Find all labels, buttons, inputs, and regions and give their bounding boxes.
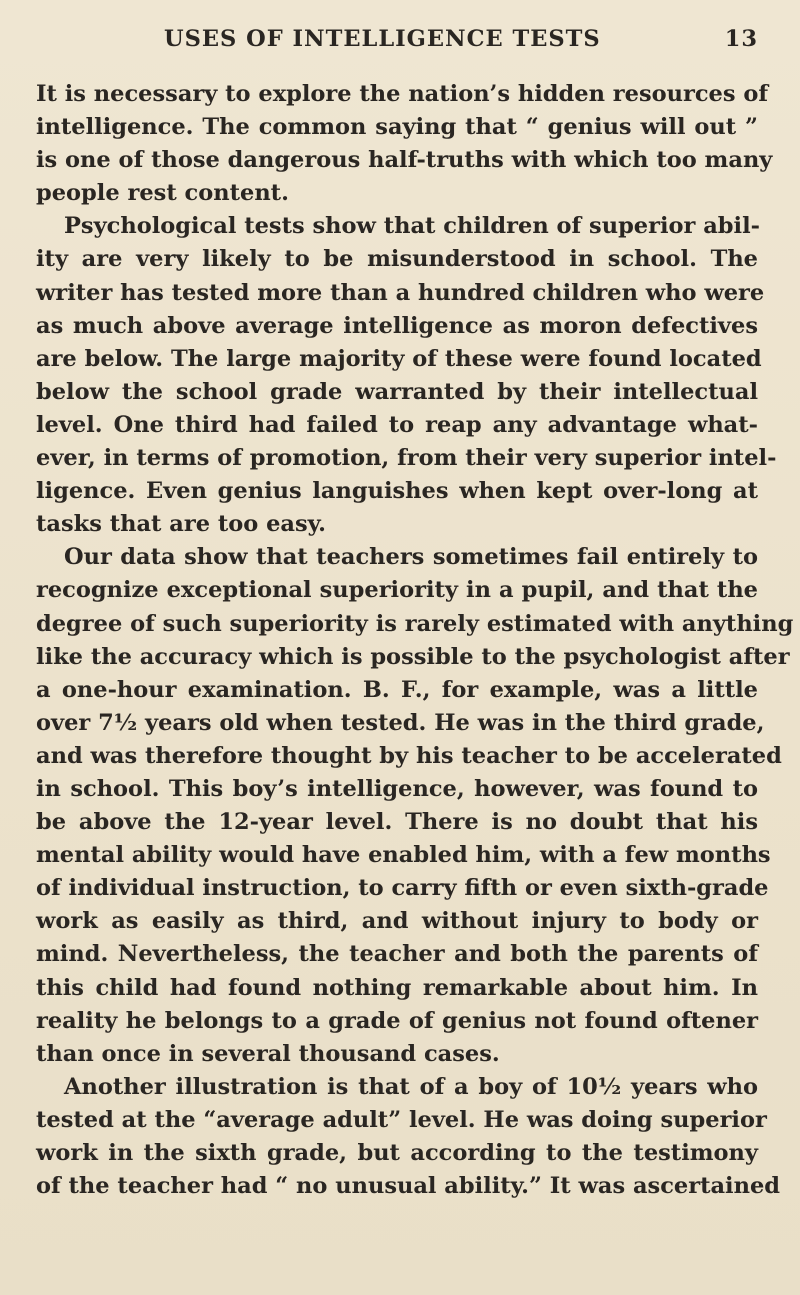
text-line: in school. This boy’s intelligence, however, was found to	[36, 775, 758, 802]
text-line: below the school grade warranted by their intellectual	[36, 378, 758, 405]
text-line: writer has tested more than a hundred children who were	[36, 279, 765, 306]
text-line: ligence. Even genius languishes when kept over-long at	[36, 478, 758, 505]
text-line: mental ability would have enabled him, with a few months	[36, 842, 771, 869]
text-line: ever, in terms of promotion, from their very superior intel-	[36, 445, 777, 472]
text-line: recognize exceptional superiority in a pupil, and that the	[36, 577, 758, 604]
text-line: tasks that are too easy.	[36, 511, 326, 538]
text-line: of individual instruction, to carry fifth or even sixth-grade	[36, 875, 769, 902]
text-line: than once in several thousand cases.	[36, 1040, 500, 1067]
text-line: over 7½ years old when tested. He was in the third grade,	[36, 709, 765, 736]
text-line: intelligence. The common saying that “ genius will out ”	[36, 114, 758, 141]
text-line: and was therefore thought by his teacher to be accelerated	[36, 742, 782, 769]
page-header	[36, 14, 758, 60]
text-line: It is necessary to explore the nation’s hidden resources of	[36, 81, 769, 107]
text-line: is one of those dangerous half-truths with which too many	[36, 147, 773, 174]
text-line: degree of such superiority is rarely estimated with anything	[36, 610, 794, 637]
text-line: as much above average intelligence as moron defectives	[36, 312, 758, 339]
text-line: like the accuracy which is possible to the psychologist after	[36, 643, 790, 670]
text-line: work in the sixth grade, but according to the testimony	[36, 1140, 758, 1166]
text-line: Another illustration is that of a boy of 10½ years who	[64, 1073, 758, 1100]
text-line: mind. Nevertheless, the teacher and both the parents of	[36, 941, 758, 968]
text-line: ity are very likely to be misunderstood in school. The	[36, 246, 758, 273]
body-text	[36, 78, 794, 1203]
page-number: 13	[724, 26, 758, 52]
text-line: tested at the “average adult” level. He was doing superior	[36, 1106, 767, 1133]
text-line: reality he belongs to a grade of genius not found oftener	[36, 1007, 758, 1034]
text-line: are below. The large majority of these were found located	[36, 345, 762, 372]
text-line: Our data show that teachers sometimes fail entirely to	[64, 544, 758, 571]
text-line: of the teacher had “ no unusual ability.” It was ascertained	[36, 1173, 780, 1200]
text-line: this child had found nothing remarkable about him. In	[36, 974, 758, 1001]
text-line: work as easily as third, and without injury to body or	[36, 908, 758, 935]
text-line: a one-hour examination. B. F., for example, was a little	[36, 676, 758, 703]
text-line: Psychological tests show that children of superior abil-	[64, 213, 760, 240]
text-line: level. One third had failed to reap any advantage what-	[36, 411, 758, 438]
running-head: USES OF INTELLIGENCE TESTS	[164, 26, 601, 52]
text-line: people rest content.	[36, 180, 289, 207]
text-line: be above the 12-year level. There is no doubt that his	[36, 809, 758, 836]
